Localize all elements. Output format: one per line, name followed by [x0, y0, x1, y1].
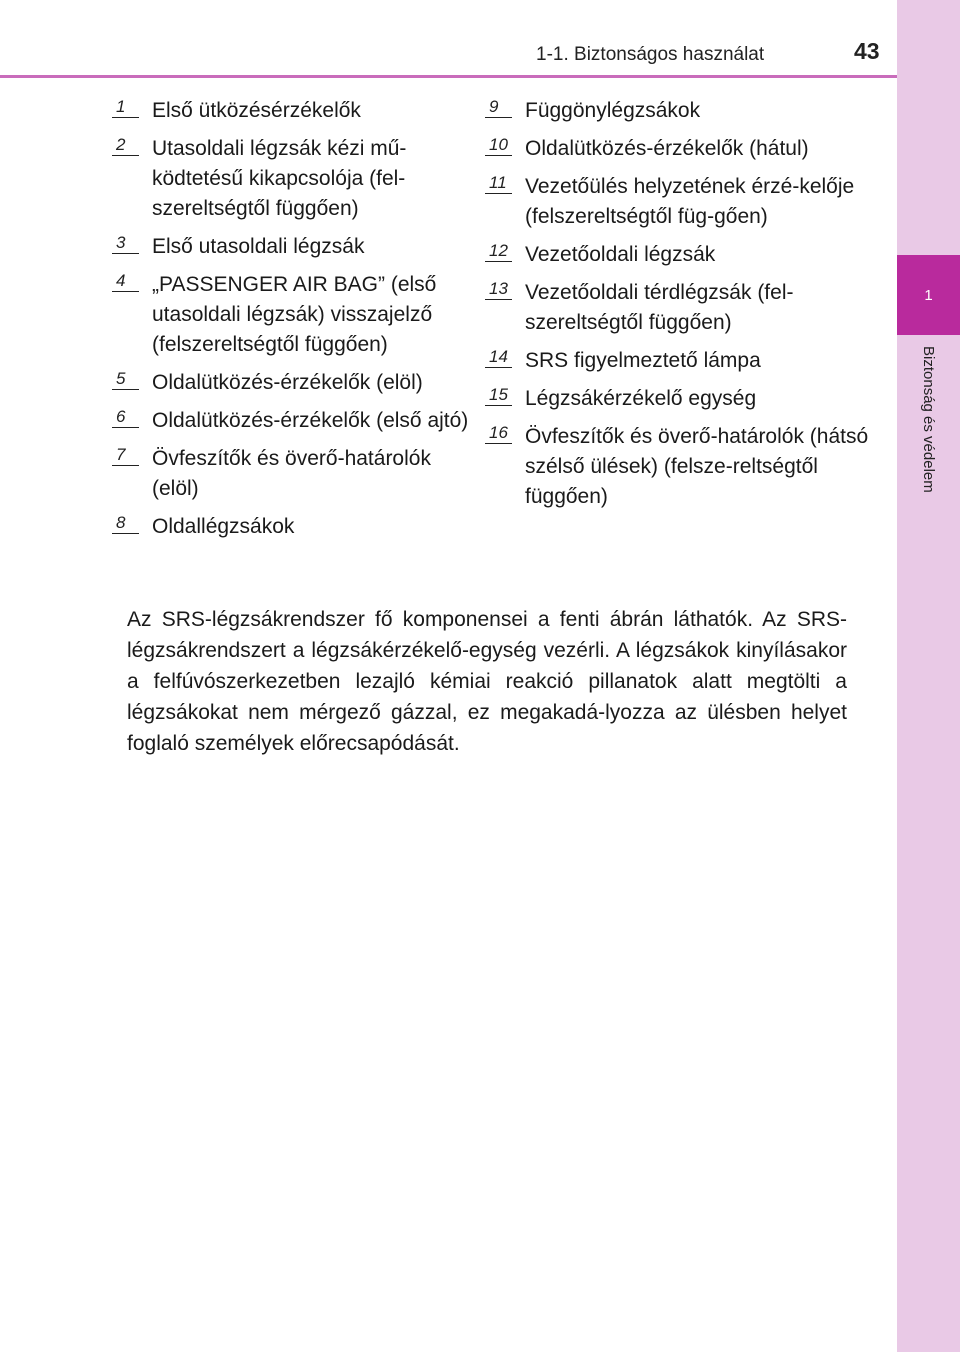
item-number: 10 — [485, 136, 512, 156]
legend-item — [485, 134, 885, 164]
item-text: Első utasoldali légzsák — [152, 235, 365, 258]
page-number: 43 — [854, 38, 880, 64]
item-number: 5 — [112, 370, 139, 390]
legend-item — [485, 240, 885, 270]
chapter-tab[interactable]: 1 — [897, 255, 960, 335]
item-number: 14 — [485, 348, 512, 368]
legend-item — [112, 444, 472, 504]
legend-item — [485, 96, 885, 126]
section-title: 1-1. Biztonságos használat — [536, 44, 765, 65]
legend-item — [112, 512, 472, 542]
item-number: 1 — [112, 98, 139, 118]
item-number: 15 — [485, 386, 512, 406]
item-number: 12 — [485, 242, 512, 262]
sidebar-strip — [897, 0, 960, 1352]
legend-item — [112, 406, 472, 436]
legend-left-column — [112, 96, 472, 550]
item-text: SRS figyelmeztető lámpa — [525, 349, 761, 372]
chapter-label: Biztonság és védelem — [920, 346, 937, 493]
item-number: 6 — [112, 408, 139, 428]
legend-item — [112, 232, 472, 262]
legend-item — [485, 384, 885, 414]
item-number: 9 — [485, 98, 512, 118]
item-number: 4 — [112, 272, 139, 292]
item-text: Vezetőülés helyzetének érzé-kelője (felszereltségtől füg-gően) — [525, 175, 855, 228]
item-text: „PASSENGER AIR BAG” (első utasoldali légzsák) visszajelző (felszereltségtől függően) — [152, 273, 437, 356]
legend-item — [112, 270, 472, 360]
legend-item — [112, 368, 472, 398]
item-text: Vezetőoldali légzsák — [525, 243, 716, 266]
header-divider — [0, 75, 897, 78]
item-text: Vezetőoldali térdlégzsák (fel-szereltségtől függően) — [525, 281, 794, 334]
item-text: Utasoldali légzsák kézi mű-ködtetésű kikapcsolója (fel-szereltségtől függően) — [152, 137, 407, 220]
item-number: 13 — [485, 280, 512, 300]
legend-item — [485, 172, 885, 232]
item-text: Oldallégzsákok — [152, 515, 295, 538]
legend-item — [485, 346, 885, 376]
item-text: Övfeszítők és överő-határolók (elöl) — [152, 447, 431, 500]
item-text: Oldalütközés-érzékelők (elöl) — [152, 371, 423, 394]
legend-item — [485, 422, 885, 512]
item-number: 7 — [112, 446, 139, 466]
legend-item — [112, 96, 472, 126]
legend-item — [112, 134, 472, 224]
item-text: Oldalütközés-érzékelők (első ajtó) — [152, 409, 469, 432]
body-paragraph: Az SRS-légzsákrendszer fő komponensei a fenti ábrán láthatók. Az SRS-légzsákrendszert a légzsákérzékelő-egység vezérli. A légzsákok kinyílásakor a felfúvószerkezetben lezajló kémiai reakció pillanatok alatt megtölti a légzsákokat nem mérgező gázzal, ez megakadá-lyozza az ülésben helyet foglaló személyek előrecsapódását. — [127, 608, 847, 755]
item-number: 2 — [112, 136, 139, 156]
item-text: Oldalütközés-érzékelők (hátul) — [525, 137, 809, 160]
legend-item — [485, 278, 885, 338]
item-number: 11 — [485, 174, 512, 194]
item-text: Övfeszítők és överő-határolók (hátsó szélső ülések) (felsze-reltségtől függően) — [525, 425, 869, 508]
item-text: Légzsákérzékelő egység — [525, 387, 757, 410]
item-text: Függönylégzsákok — [525, 99, 701, 122]
item-number: 3 — [112, 234, 139, 254]
item-number: 8 — [112, 514, 139, 534]
item-text: Első ütközésérzékelők — [152, 99, 361, 122]
legend-right-column — [485, 96, 885, 520]
item-number: 16 — [485, 424, 512, 444]
